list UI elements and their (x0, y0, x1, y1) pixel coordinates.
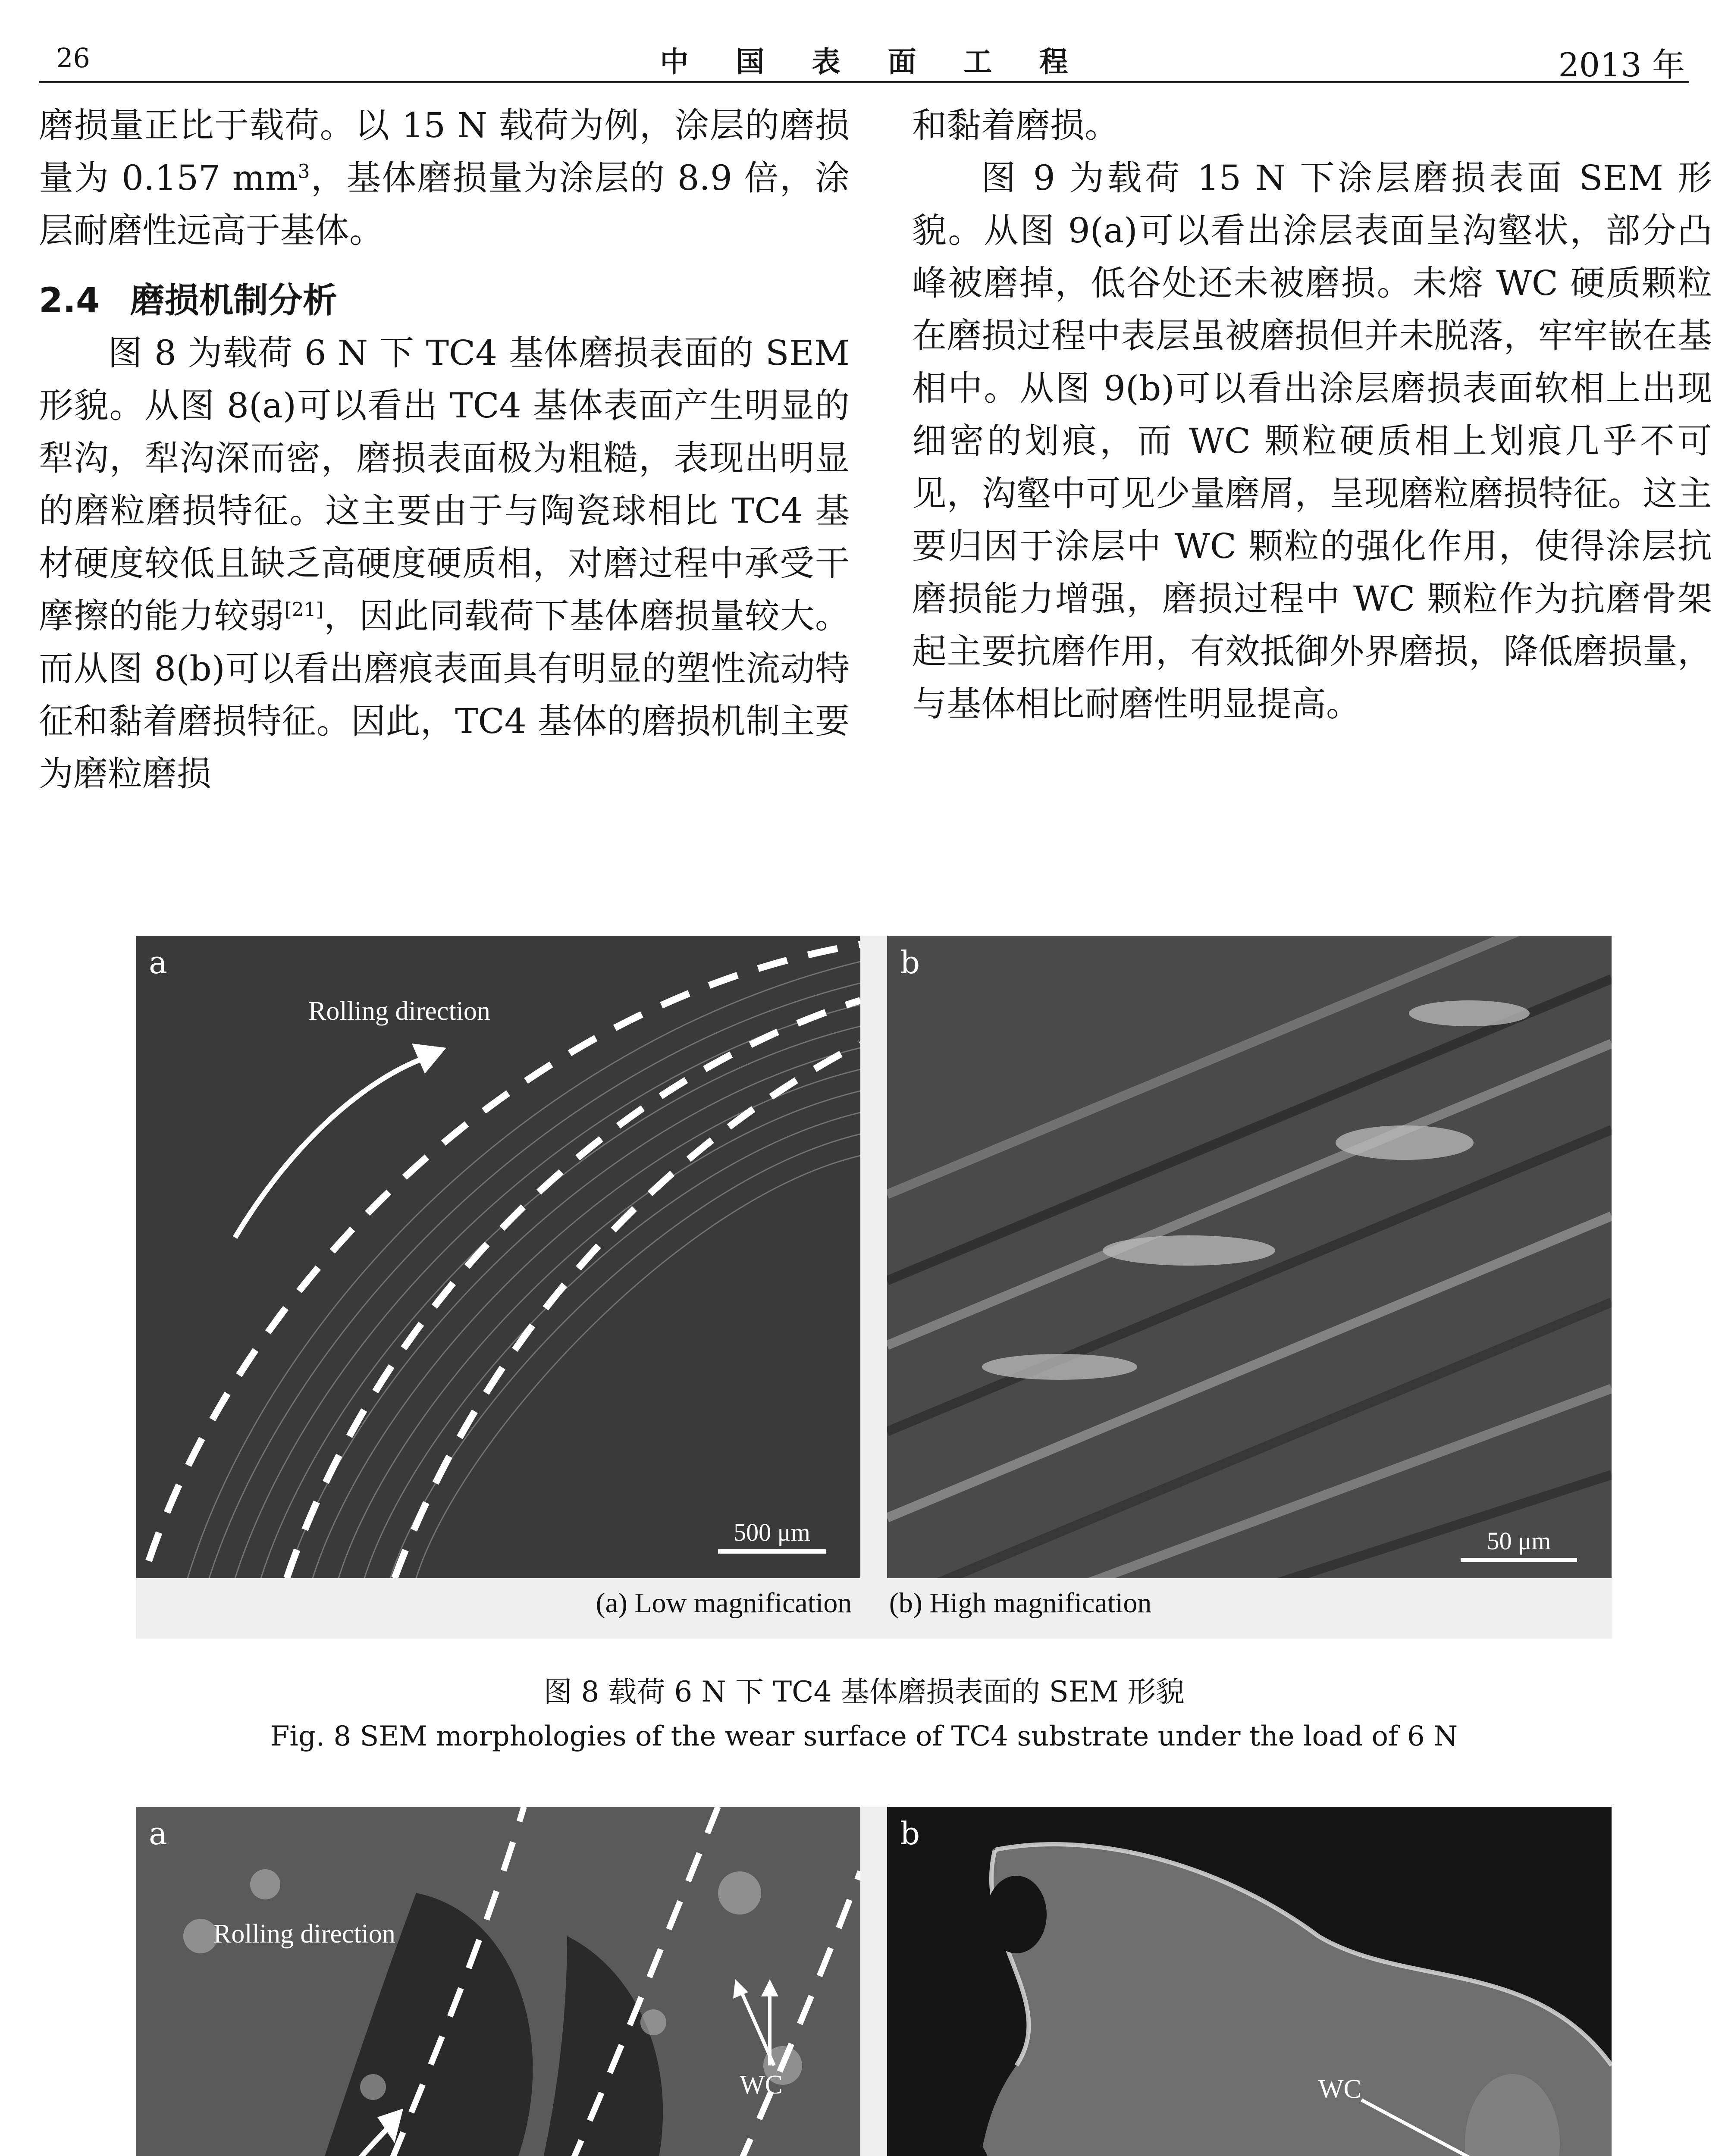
paragraph-fig9-analysis: 图 9 为载荷 15 N 下涂层磨损表面 SEM 形貌。从图 9(a)可以看出涂层表面呈沟壑状，部分凸峰被磨掉，低谷处还未被磨损。未熔 WC 硬质颗粒在磨损过程中表层虽被磨损但并未脱落，牢牢嵌在基相中。从图 9(b)可以看出涂层磨损表面软相上出现细密的划痕，而 WC 颗粒硬质相上划痕几乎不可见，沟壑中可见少量磨屑，呈现磨粒磨损特征。这主要归因于涂层中 WC 颗粒的强化作用，使得涂层抗磨损能力增强，磨损过程中 WC 颗粒作为抗磨骨架起主要抗磨作用，有效抵御外界磨损，降低磨损量，与基体相比耐磨性明显提高。 (912, 158, 1712, 724)
running-header (39, 34, 1689, 83)
section-number: 2.4 (39, 280, 100, 320)
paragraph-fig8-analysis: 图 8 为载荷 6 N 下 TC4 基体磨损表面的 SEM 形貌。从图 8(a)可以看出 TC4 基体表面产生明显的犁沟，犁沟深而密，磨损表面极为粗糙，表现出明显的磨粒磨损特征。这主要由于与陶瓷球相比 TC4 基材硬度较低且缺乏高硬度硬质相，对磨过程中承受干摩擦的能力较弱[21]，因此同载荷下基体磨损量较大。而从图 8(b)可以看出磨痕表面具有明显的塑性流动特征和黏着磨损特征。因此，TC4 基体的磨损机制主要为磨粒磨损 (39, 333, 850, 794)
fig9-panel-b-sem-image (887, 1807, 1612, 2156)
fig9-panel-b-label: b (900, 1815, 920, 1852)
superscript-3: 3 (298, 160, 310, 183)
fig8a-scale-bar (718, 1518, 826, 1554)
fig9a-coating-surface-graphic (136, 1807, 860, 2156)
figure-9 (136, 1807, 1612, 2156)
fig8-subcaptions (136, 1587, 1612, 1620)
left-column (39, 99, 850, 800)
fig8b-scale-label: 50 μm (1487, 1527, 1551, 1555)
issue-year: 2013 年 (1558, 46, 1685, 84)
fig9-rolling-direction-label: Rolling direction (213, 1919, 395, 1949)
section-heading (39, 274, 850, 327)
fig8-caption-cn: 图 8 载荷 6 N 下 TC4 基体磨损表面的 SEM 形貌 (543, 1675, 1185, 1708)
fig8b-plastic-flow-graphic (887, 936, 1612, 1578)
citation-21: [21] (284, 599, 323, 621)
fig8-panel-a-label: a (149, 944, 167, 981)
paragraph-wear-amount: 磨损量正比于载荷。以 15 N 载荷为例，涂层的磨损量为 0.157 $mm^3$，基体磨损量为涂层的 8.9 倍，涂层耐磨性远高于基体。 (39, 105, 850, 251)
journal-title: 中国表面工程 (660, 45, 1116, 78)
fig9b-wc-particle-graphic (887, 1807, 1612, 2156)
fig8-caption-en: Fig. 8 SEM morphologies of the wear surface of TC4 substrate under the load of 6 N (270, 1720, 1458, 1752)
figure-8 (136, 936, 1612, 1639)
fig9a-wc-label: WC (740, 2070, 783, 2100)
fig8-panel-b-label: b (900, 944, 920, 981)
paragraph-continuation: 和黏着磨损。 (912, 105, 1119, 145)
fig9-panel-a-sem-image (136, 1807, 860, 2156)
fig8a-scale-label: 500 μm (734, 1518, 810, 1546)
fig8-rolling-direction-label: Rolling direction (308, 997, 490, 1026)
fig9b-wc-label: WC (1318, 2075, 1361, 2104)
fig8-subcaption-b: (b) High magnification (889, 1587, 1152, 1619)
fig8-subcaption-a: (a) Low magnification (596, 1587, 852, 1619)
fig8a-wear-track-graphic (136, 936, 860, 1578)
section-title: 磨损机制分析 (130, 280, 337, 320)
right-column (912, 99, 1712, 730)
fig9-panel-a-label: a (149, 1815, 167, 1852)
fig8-panel-a-sem-image (136, 936, 860, 1578)
fig8b-scale-bar (1461, 1526, 1577, 1562)
page-number: 26 (56, 42, 90, 74)
fig8-panel-b-sem-image (887, 936, 1612, 1578)
